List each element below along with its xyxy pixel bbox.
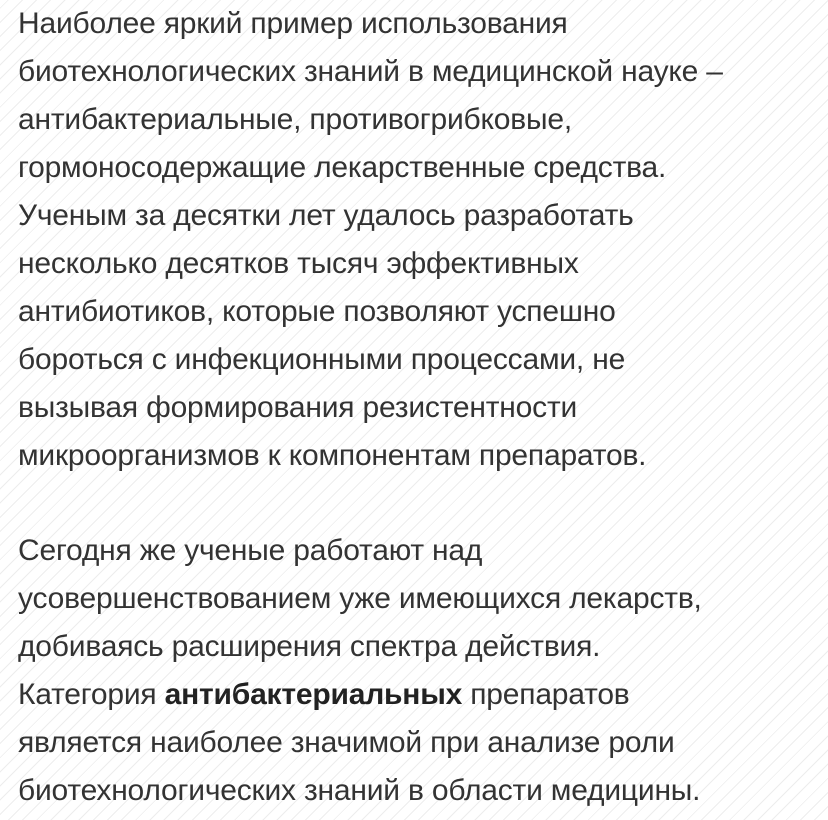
text-line: гормоносодержащие лекарственные средства.: [18, 151, 667, 184]
text-line: биотехнологических знаний в области медицины.: [18, 774, 701, 807]
text-line: несколько десятков тысяч эффективных: [18, 247, 579, 280]
text-line: является наиболее значимой при анализе роли: [18, 726, 675, 759]
emphasized-term: антибактериальных: [164, 678, 463, 711]
text-segment: Категория: [18, 678, 165, 711]
text-line: вызывая формирования резистентности: [18, 391, 578, 424]
text-line: Ученым за десятки лет удалось разработать: [18, 199, 634, 232]
text-line-with-emphasis: [18, 671, 818, 719]
text-line: антибактериальные, противогрибковые,: [18, 103, 572, 136]
text-line: антибиотиков, которые позволяют успешно: [18, 295, 616, 328]
text-segment: препаратов: [462, 678, 630, 711]
paragraph-2: [18, 527, 818, 815]
text-line: биотехнологических знаний в медицинской науке –: [18, 55, 723, 88]
text-line: бороться с инфекционными процессами, не: [18, 343, 626, 376]
text-line: добиваясь расширения спектра действия.: [18, 630, 601, 663]
article-body: [18, 0, 818, 815]
text-line: Сегодня же ученые работают над: [18, 534, 483, 567]
text-line: микроорганизмов к компонентам препаратов.: [18, 439, 647, 472]
text-line: Наиболее яркий пример использования: [18, 7, 568, 40]
paragraph-1: [18, 0, 818, 480]
text-line: усовершенствованием уже имеющихся лекарств,: [18, 582, 702, 615]
